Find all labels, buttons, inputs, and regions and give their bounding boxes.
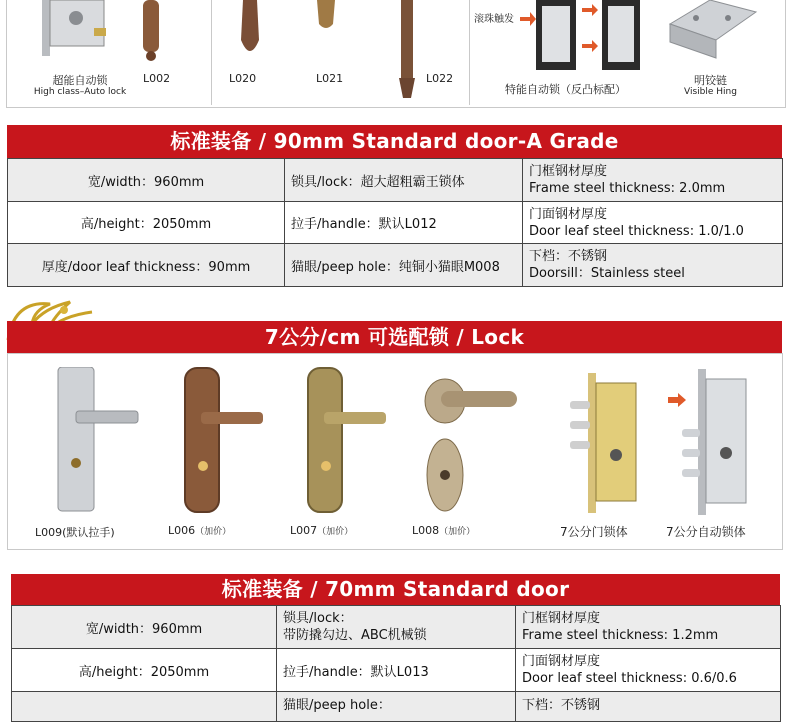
- l020-caption: L020: [229, 72, 257, 85]
- lock-l008-caption: [412, 524, 475, 537]
- lock-body-7cm-image: [566, 373, 640, 519]
- roller-trigger-annotation: 滚珠触发: [474, 14, 514, 25]
- lock-label: 锁具/lock：: [283, 611, 353, 626]
- section-b-spec-table: [11, 605, 781, 722]
- l022-caption: L022: [426, 72, 454, 85]
- table-row: [12, 692, 781, 722]
- visible-hinge-image: [666, 0, 766, 60]
- lock-l006-caption: [168, 524, 231, 537]
- door-leaf-thickness-cell: [516, 649, 781, 692]
- frame-thickness-en: Frame steel thickness: 1.2mm: [522, 628, 719, 643]
- l021-caption: L021: [316, 72, 344, 85]
- frame-thickness-cn: 门框钢材厚度: [529, 164, 608, 179]
- doorsill-cn: 下档：不锈钢: [529, 249, 608, 264]
- frame-thickness-en: Frame steel thickness: 2.0mm: [529, 181, 726, 196]
- lock-note: (默认拉手): [62, 526, 115, 539]
- l002-caption: L002: [143, 72, 171, 85]
- door-leaf-thickness-cn: 门面钢材厚度: [529, 206, 608, 222]
- lock-code: L006: [168, 524, 196, 537]
- handle-l022-image: [396, 0, 418, 102]
- strip-divider: [211, 0, 212, 105]
- lock-section-title: 7公分/cm 可选配锁 / Lock: [7, 321, 782, 353]
- handle-l021-image: [313, 0, 339, 34]
- lock-note: （加价）: [439, 527, 476, 537]
- lock-body-7cm-caption: 7公分门锁体: [560, 525, 628, 539]
- table-row: [8, 159, 783, 202]
- auto-lock-body-image: [36, 0, 110, 60]
- height-cell: 高/height：2050mm: [8, 202, 285, 244]
- lock-l007-caption: [290, 524, 353, 537]
- lock-cell: 锁具/lock：超大超粗霸王锁体: [285, 159, 523, 202]
- lock-note: （加价）: [195, 527, 232, 537]
- lock-l009-image: [56, 367, 140, 513]
- width-cell: 宽/width：960mm: [8, 159, 285, 202]
- frame-thickness-cell: [523, 159, 783, 202]
- lock-code: L009: [35, 526, 63, 539]
- section-a-title: 标准装备 / 90mm Standard door-A Grade: [7, 125, 782, 158]
- lock-l008-image: [423, 375, 519, 515]
- door-leaf-thickness-en: Door leaf steel thickness: 1.0/1.0: [529, 223, 744, 239]
- lock-value: 带防撬勾边、ABC机械锁: [283, 628, 427, 643]
- roller-auto-lock-image: [520, 0, 640, 72]
- lock-l009-caption: [35, 524, 115, 540]
- doorsill-cell: 下档：不锈钢: [516, 692, 781, 722]
- width-cell: 宽/width：960mm: [12, 606, 277, 649]
- height-cell: 高/height：2050mm: [12, 649, 277, 692]
- lock-code: L007: [290, 524, 318, 537]
- door-leaf-thickness-cell: [523, 202, 783, 244]
- thickness-cell: 厚度/door leaf thickness：90mm: [8, 244, 285, 287]
- lock-l006-image: [181, 366, 265, 516]
- doorsill-en: Doorsill：Stainless steel: [529, 266, 685, 281]
- lock-l007-image: [304, 366, 388, 516]
- hinge-caption: 明铰链: [694, 74, 727, 87]
- frame-thickness-cell: [516, 606, 781, 649]
- door-leaf-thickness-cn: 门面钢材厚度: [522, 654, 601, 669]
- peep-hole-cell: 猫眼/peep hole：: [277, 692, 516, 722]
- strip-divider: [469, 0, 470, 105]
- table-row: [8, 244, 783, 287]
- hinge-subcaption: Visible Hing: [684, 87, 737, 97]
- peep-hole-cell: 猫眼/peep hole：纯铜小猫眼M008: [285, 244, 523, 287]
- thickness-cell: [12, 692, 277, 722]
- auto-lock-body-7cm-image: [668, 369, 750, 519]
- section-b-title: 标准装备 / 70mm Standard door: [11, 574, 780, 605]
- handle-cell: 拉手/handle：默认L013: [277, 649, 516, 692]
- table-row: [12, 649, 781, 692]
- roller-lock-caption: 特能自动锁（反凸标配）: [505, 83, 626, 96]
- handle-l020-image: [237, 0, 263, 64]
- lock-cell: [277, 606, 516, 649]
- auto-lock-body-7cm-caption: 7公分自动锁体: [666, 525, 746, 539]
- lock-code: L008: [412, 524, 440, 537]
- auto-lock-caption: 超能自动锁: [52, 74, 108, 87]
- doorsill-cell: [523, 244, 783, 287]
- table-row: [8, 202, 783, 244]
- table-row: [12, 606, 781, 649]
- lock-note: （加价）: [317, 527, 354, 537]
- door-leaf-thickness-en: Door leaf steel thickness: 0.6/0.6: [522, 671, 737, 686]
- auto-lock-subcaption: High class–Auto lock: [33, 87, 127, 97]
- handle-l002-image: [140, 0, 162, 64]
- section-a-spec-table: [7, 158, 783, 287]
- handle-cell: 拉手/handle：默认L012: [285, 202, 523, 244]
- frame-thickness-cn: 门框钢材厚度: [522, 611, 601, 626]
